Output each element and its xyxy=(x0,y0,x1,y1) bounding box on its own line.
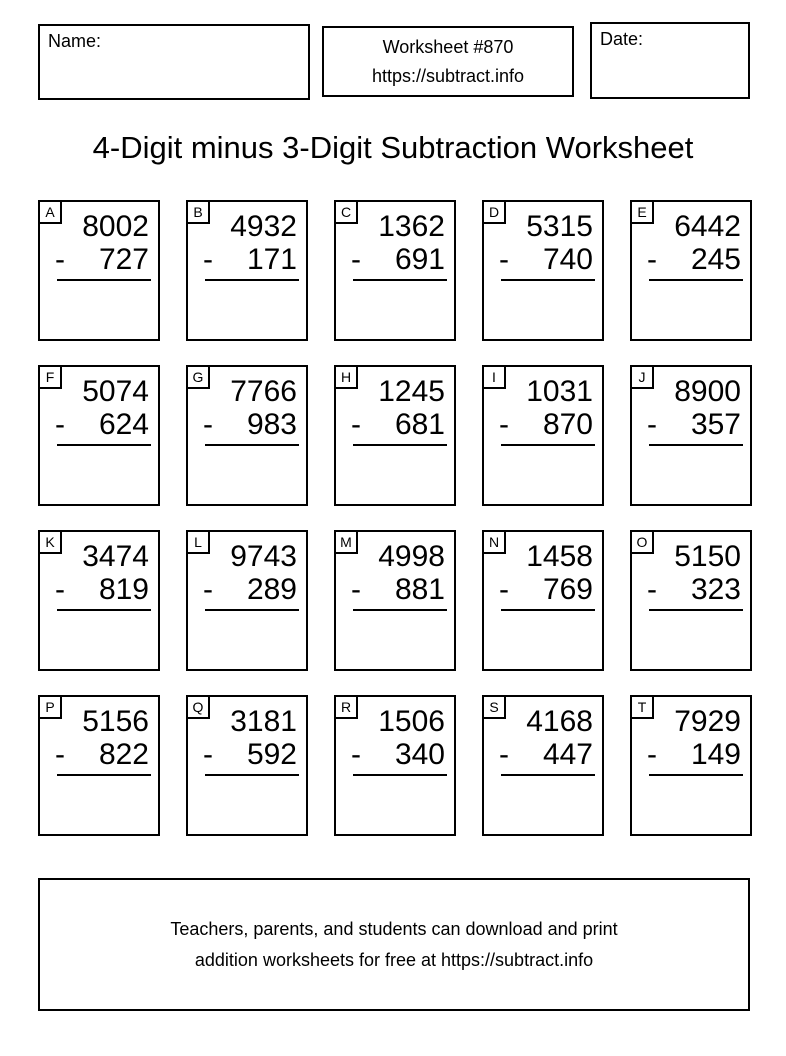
problem-subtrahend: 727 xyxy=(98,243,149,276)
problem-subtrahend: 983 xyxy=(246,408,297,441)
problem-subtrahend: 592 xyxy=(246,738,297,771)
footer-box xyxy=(38,878,750,1011)
problem-subtrahend: 340 xyxy=(394,738,445,771)
problem-minuend: 1506 xyxy=(378,705,445,738)
problem-cell xyxy=(482,530,604,671)
name-field-box xyxy=(38,24,310,100)
footer-line2: addition worksheets for free at https://subtract.info xyxy=(194,949,594,970)
problem-cell xyxy=(630,200,752,341)
problem-subtrahend: 819 xyxy=(98,573,149,606)
problem-subtrahend: 357 xyxy=(690,408,741,441)
minus-sign: - xyxy=(351,408,361,441)
minus-sign: - xyxy=(55,243,65,276)
problem-minuend: 7766 xyxy=(230,375,297,408)
problem-cell xyxy=(38,200,160,341)
problem-letter: G xyxy=(188,367,210,389)
problem-cell xyxy=(334,200,456,341)
answer-line xyxy=(649,279,743,281)
answer-line xyxy=(57,444,151,446)
problem-letter: M xyxy=(336,532,358,554)
problem-subtrahend: 870 xyxy=(542,408,593,441)
problem-subtrahend: 691 xyxy=(394,243,445,276)
problem-letter: O xyxy=(632,532,654,554)
problem-letter: D xyxy=(484,202,506,224)
problem-letter: F xyxy=(40,367,62,389)
problem-subtrahend: 822 xyxy=(98,738,149,771)
problem-letter: P xyxy=(40,697,62,719)
worksheet-info-box xyxy=(322,26,574,97)
problem-subtrahend: 624 xyxy=(98,408,149,441)
answer-line xyxy=(205,609,299,611)
problem-cell xyxy=(38,530,160,671)
answer-line xyxy=(649,444,743,446)
minus-sign: - xyxy=(351,573,361,606)
problem-subtrahend: 171 xyxy=(246,243,297,276)
problem-subtrahend: 740 xyxy=(542,243,593,276)
problem-subtrahend: 447 xyxy=(542,738,593,771)
answer-space[interactable] xyxy=(632,782,750,834)
minus-sign: - xyxy=(203,408,213,441)
answer-line xyxy=(353,444,447,446)
problem-minuend: 1362 xyxy=(378,210,445,243)
problem-minuend: 1245 xyxy=(378,375,445,408)
problem-minuend: 5315 xyxy=(526,210,593,243)
problem-letter: B xyxy=(188,202,210,224)
answer-space[interactable] xyxy=(188,782,306,834)
problem-cell xyxy=(186,365,308,506)
problem-letter: T xyxy=(632,697,654,719)
date-label: Date: xyxy=(600,29,644,49)
problem-cell xyxy=(630,695,752,836)
problem-minuend: 3181 xyxy=(230,705,297,738)
answer-line xyxy=(353,774,447,776)
answer-space[interactable] xyxy=(40,617,158,669)
problem-letter: N xyxy=(484,532,506,554)
problem-minuend: 9743 xyxy=(230,540,297,573)
answer-line xyxy=(501,774,595,776)
problem-minuend: 1031 xyxy=(526,375,593,408)
problem-cell xyxy=(186,200,308,341)
answer-space[interactable] xyxy=(40,782,158,834)
problem-cell xyxy=(630,530,752,671)
problem-letter: S xyxy=(484,697,506,719)
minus-sign: - xyxy=(55,573,65,606)
problem-subtrahend: 681 xyxy=(394,408,445,441)
problem-subtrahend: 769 xyxy=(542,573,593,606)
minus-sign: - xyxy=(203,243,213,276)
answer-line xyxy=(57,609,151,611)
problem-cell xyxy=(334,365,456,506)
problem-minuend: 5156 xyxy=(82,705,149,738)
answer-space[interactable] xyxy=(336,452,454,504)
problems-grid xyxy=(38,200,752,836)
problem-minuend: 3474 xyxy=(82,540,149,573)
problem-minuend: 4932 xyxy=(230,210,297,243)
problem-letter: A xyxy=(40,202,62,224)
problem-subtrahend: 323 xyxy=(690,573,741,606)
answer-line xyxy=(501,444,595,446)
problem-letter: C xyxy=(336,202,358,224)
answer-line xyxy=(649,774,743,776)
page-title: 4-Digit minus 3-Digit Subtraction Worksheet xyxy=(92,130,694,165)
answer-space[interactable] xyxy=(40,287,158,339)
answer-line xyxy=(353,609,447,611)
answer-line xyxy=(57,774,151,776)
answer-space[interactable] xyxy=(632,452,750,504)
answer-space[interactable] xyxy=(336,287,454,339)
answer-space[interactable] xyxy=(336,782,454,834)
problem-letter: J xyxy=(632,367,654,389)
problem-letter: R xyxy=(336,697,358,719)
minus-sign: - xyxy=(203,738,213,771)
name-input-area[interactable] xyxy=(40,54,308,98)
name-label: Name: xyxy=(48,31,102,51)
worksheet-url: https://subtract.info xyxy=(371,65,525,86)
answer-space[interactable] xyxy=(632,287,750,339)
answer-space[interactable] xyxy=(484,617,602,669)
problem-cell xyxy=(38,365,160,506)
problem-cell xyxy=(186,695,308,836)
minus-sign: - xyxy=(647,573,657,606)
minus-sign: - xyxy=(499,573,509,606)
problem-cell xyxy=(334,530,456,671)
problem-cell xyxy=(334,695,456,836)
minus-sign: - xyxy=(203,573,213,606)
problem-minuend: 5150 xyxy=(674,540,741,573)
minus-sign: - xyxy=(351,738,361,771)
problem-letter: I xyxy=(484,367,506,389)
answer-line xyxy=(501,609,595,611)
problem-minuend: 5074 xyxy=(82,375,149,408)
problem-letter: Q xyxy=(188,697,210,719)
problem-cell xyxy=(482,695,604,836)
problem-minuend: 4998 xyxy=(378,540,445,573)
problem-letter: E xyxy=(632,202,654,224)
answer-line xyxy=(205,279,299,281)
problem-cell xyxy=(482,200,604,341)
answer-line xyxy=(205,774,299,776)
answer-space[interactable] xyxy=(188,287,306,339)
answer-line xyxy=(205,444,299,446)
problem-letter: K xyxy=(40,532,62,554)
answer-space[interactable] xyxy=(188,452,306,504)
minus-sign: - xyxy=(499,408,509,441)
minus-sign: - xyxy=(647,408,657,441)
minus-sign: - xyxy=(55,738,65,771)
problem-cell xyxy=(630,365,752,506)
date-field-box xyxy=(590,22,750,99)
problem-minuend: 4168 xyxy=(526,705,593,738)
minus-sign: - xyxy=(351,243,361,276)
problem-subtrahend: 289 xyxy=(246,573,297,606)
answer-space[interactable] xyxy=(484,287,602,339)
minus-sign: - xyxy=(647,243,657,276)
minus-sign: - xyxy=(55,408,65,441)
problem-cell xyxy=(186,530,308,671)
problem-cell xyxy=(482,365,604,506)
answer-line xyxy=(501,279,595,281)
answer-line xyxy=(353,279,447,281)
problem-letter: L xyxy=(188,532,210,554)
problem-letter: H xyxy=(336,367,358,389)
answer-line xyxy=(649,609,743,611)
problem-subtrahend: 245 xyxy=(690,243,741,276)
minus-sign: - xyxy=(499,243,509,276)
problem-minuend: 8002 xyxy=(82,210,149,243)
answer-space[interactable] xyxy=(336,617,454,669)
problem-subtrahend: 149 xyxy=(690,738,741,771)
minus-sign: - xyxy=(647,738,657,771)
problem-subtrahend: 881 xyxy=(394,573,445,606)
problem-minuend: 1458 xyxy=(526,540,593,573)
answer-space[interactable] xyxy=(188,617,306,669)
answer-space[interactable] xyxy=(632,617,750,669)
footer-line1: Teachers, parents, and students can download and print xyxy=(170,918,618,939)
answer-space[interactable] xyxy=(484,782,602,834)
problem-minuend: 7929 xyxy=(674,705,741,738)
problem-minuend: 6442 xyxy=(674,210,741,243)
answer-line xyxy=(57,279,151,281)
problem-cell xyxy=(38,695,160,836)
worksheet-number: Worksheet #870 xyxy=(382,36,514,57)
answer-space[interactable] xyxy=(484,452,602,504)
date-input-area[interactable] xyxy=(592,52,748,97)
minus-sign: - xyxy=(499,738,509,771)
problem-minuend: 8900 xyxy=(674,375,741,408)
answer-space[interactable] xyxy=(40,452,158,504)
